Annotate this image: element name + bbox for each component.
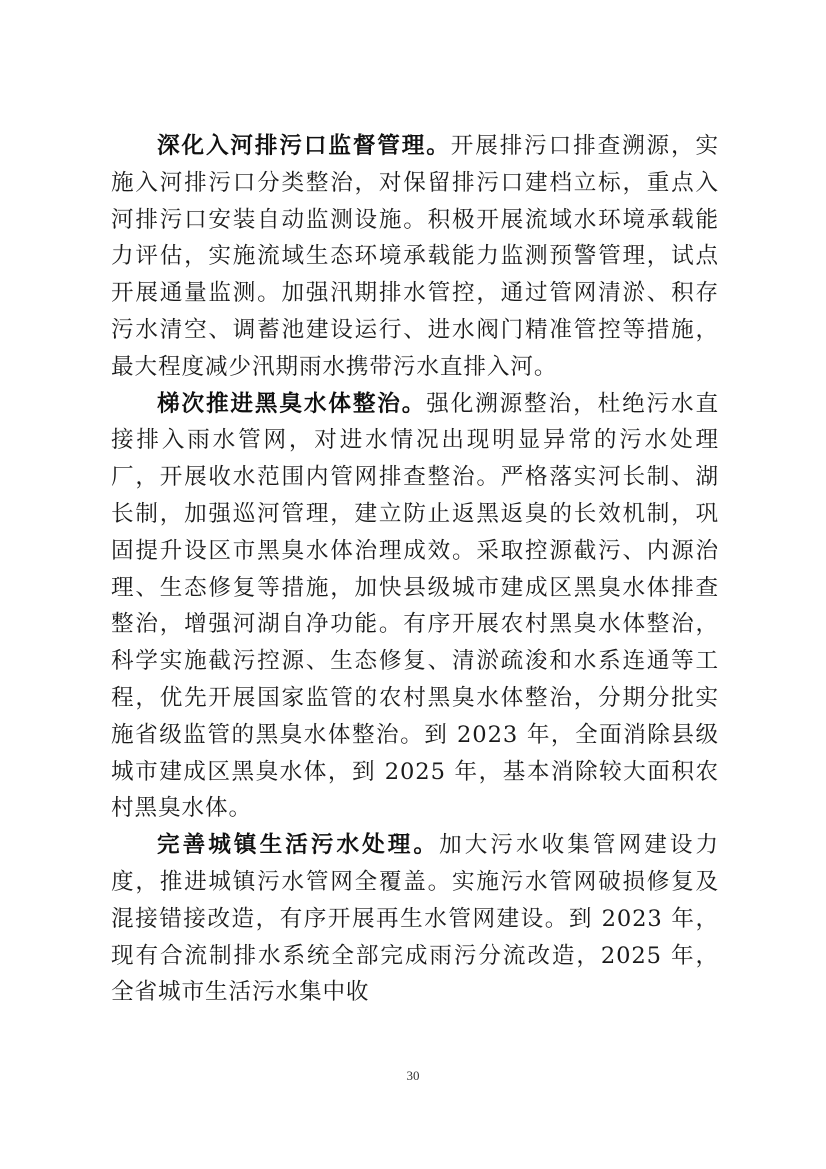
paragraph-black-odorous-water: [111, 386, 719, 828]
page-number: 30: [406, 1068, 420, 1083]
paragraph-heading: 梯次推进黑臭水体整治。: [157, 390, 427, 417]
paragraph-heading: 完善城镇生活污水处理。: [157, 832, 440, 859]
paragraph-heading: 深化入河排污口监督管理。: [157, 133, 451, 159]
paragraph-text: 加大污水收集管网建设力度，推进城镇污水管网全覆盖。实施污水管网破损修复及混接错接改造，有序开展再生水管网建设。到 2023 年，现有合流制排水系统全部完成雨污分流改造，2025 年，全省城市生活污水集中收: [111, 832, 719, 1006]
paragraph-text: 强化溯源整治，杜绝污水直接排入雨水管网，对进水情况出现明显异常的污水处理厂，开展收水范围内管网排查整治。严格落实河长制、湖长制，加强巡河管理，建立防止返黑返臭的长效机制，巩固提升设区市黑臭水体治理成效。采取控源截污、内源治理、生态修复等措施，加快县级城市建成区黑臭水体排查整治，增强河湖自净功能。有序开展农村黑臭水体整治，科学实施截污控源、生态修复、清淤疏浚和水系连通等工程，优先开展国家监管的农村黑臭水体整治，分期分批实施省级监管的黑臭水体整治。到 2023 年，全面消除县级城市建成区黑臭水体，到 2025 年，基本消除较大面积农村黑臭水体。: [111, 390, 719, 822]
paragraph-sewage-outlet-supervision: [111, 128, 719, 386]
document-body: [111, 128, 719, 1011]
paragraph-text: 开展排污口排查溯源，实施入河排污口分类整治，对保留排污口建档立标，重点入河排污口安装自动监测设施。积极开展流域水环境承载能力评估，实施流域生态环境承载能力监测预警管理，试点开展通量监测。加强汛期排水管控，通过管网清淤、积存污水清空、调蓄池建设运行、进水阀门精准管控等措施，最大程度减少汛期雨水携带污水直排入河。: [111, 133, 719, 380]
paragraph-urban-sewage-treatment: [111, 827, 719, 1011]
